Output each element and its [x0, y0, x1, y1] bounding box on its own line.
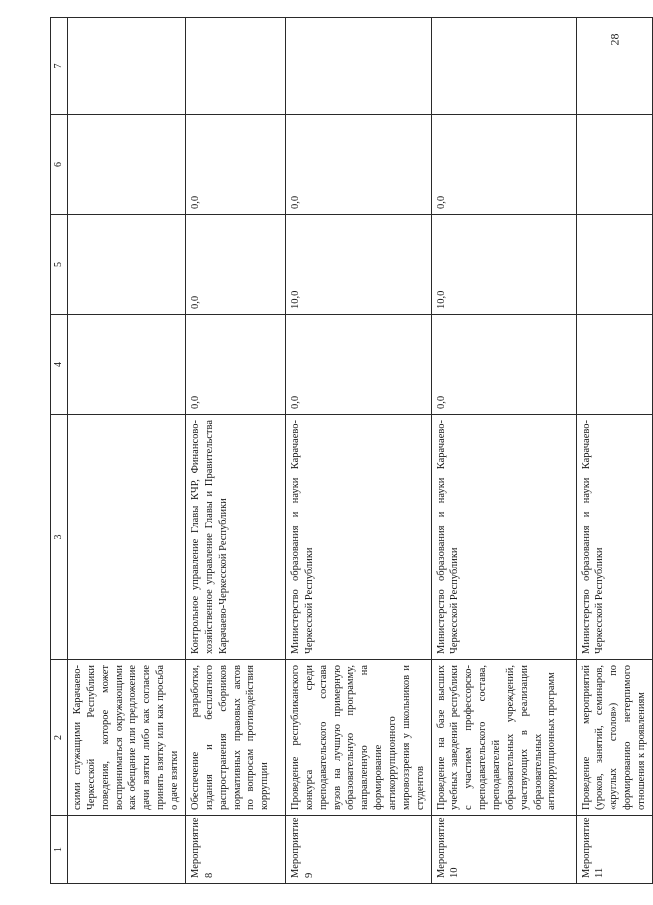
value-col5 — [576, 215, 652, 315]
value-col6: 0,0 — [186, 115, 286, 215]
measure-name: Мероприятие 8 — [186, 816, 286, 884]
header-cell: 3 — [51, 415, 68, 660]
measure-description: скими служащими Карачаево-Черкесской Республики поведения, которое может восприниматься окружающими как обещание или предложение дачи взятки либо как согласие принять взятку или как просьба о даче взятки — [68, 660, 186, 816]
measure-name: Мероприятие 9 — [286, 816, 432, 884]
measure-description: Проведение республиканского конкурса среди преподавательского состава вузов на лучшую примерную образовательную программу, направленную на формирование антикоррупционного мировоззрения у школьников и студентов — [286, 660, 432, 816]
value-col6: 0,0 — [431, 115, 576, 215]
value-col7 — [68, 18, 186, 115]
header-cell: 1 — [51, 816, 68, 884]
value-col6: 0,0 — [286, 115, 432, 215]
value-col6 — [576, 115, 652, 215]
table-row — [286, 18, 432, 884]
page-number: 28 — [607, 33, 622, 46]
value-col5: 10,0 — [286, 215, 432, 315]
value-col7 — [286, 18, 432, 115]
value-col5: 0,0 — [186, 215, 286, 315]
value-col5: 10,0 — [431, 215, 576, 315]
value-col5 — [68, 215, 186, 315]
header-cell: 5 — [51, 215, 68, 315]
measure-description: Обеспечение разработки, издания и бесплатного распространения сборников нормативных правовых актов по вопросам противодействия коррупции — [186, 660, 286, 816]
measure-description: Проведение мероприятий (уроков, занятий, семинаров, «круглых столов») по формированию нетерпимого отношения к проявлениям — [576, 660, 652, 816]
measure-executor: Министерство образования и науки Карачаево-Черкесской Республики — [431, 415, 576, 660]
measure-executor: Контрольное управление Главы КЧР, Финансово-хозяйственное управление Главы и Правительства Карачаево-Черкесской Республики — [186, 415, 286, 660]
value-col4: 0,0 — [431, 315, 576, 415]
value-col7 — [186, 18, 286, 115]
measure-description: Проведение на базе высших учебных заведений республики с участием профессорско-преподавательского состава, преподавателей образовательных учреждений, участвующих в реализации образовательных антикоррупционных программ — [431, 660, 576, 816]
measure-executor — [68, 415, 186, 660]
table-row — [576, 18, 652, 884]
header-cell: 6 — [51, 115, 68, 215]
value-col6 — [68, 115, 186, 215]
measures-table — [50, 17, 653, 884]
header-cell: 7 — [51, 18, 68, 115]
value-col4 — [68, 315, 186, 415]
measure-name: Мероприятие 10 — [431, 816, 576, 884]
value-col7 — [576, 18, 652, 115]
measure-executor: Министерство образования и науки Карачаево-Черкесской Республики — [286, 415, 432, 660]
header-cell: 4 — [51, 315, 68, 415]
table-row — [68, 18, 186, 884]
value-col4: 0,0 — [286, 315, 432, 415]
table-header-row — [51, 18, 68, 884]
value-col4: 0,0 — [186, 315, 286, 415]
measure-name: Мероприятие 11 — [576, 816, 652, 884]
header-cell: 2 — [51, 660, 68, 816]
table-row — [186, 18, 286, 884]
measure-executor: Министерство образования и науки Карачаево-Черкесской Республики — [576, 415, 652, 660]
measure-name — [68, 816, 186, 884]
table-row — [431, 18, 576, 884]
value-col7 — [431, 18, 576, 115]
value-col4 — [576, 315, 652, 415]
